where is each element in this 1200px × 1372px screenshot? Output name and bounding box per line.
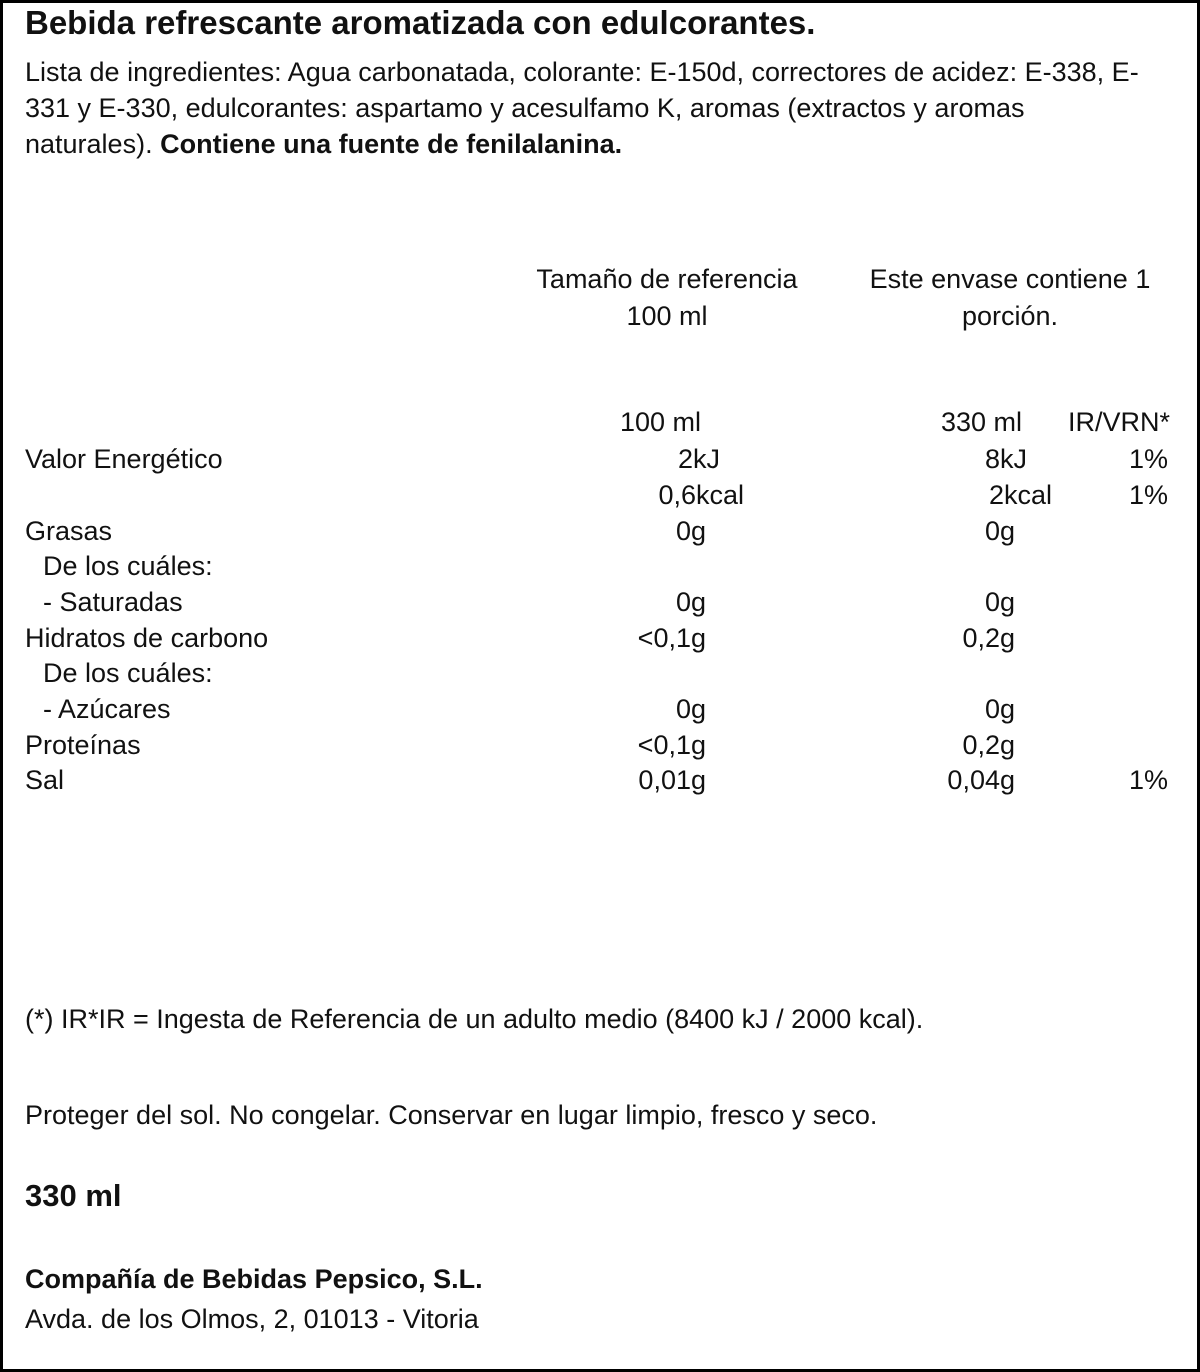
header-reference-amount: 100 ml xyxy=(626,301,708,331)
value-100ml: 0g xyxy=(675,516,706,546)
value-ir: 1% xyxy=(1128,480,1168,510)
value-330ml: 8kJ xyxy=(984,444,1027,474)
product-title: Bebida refrescante aromatizada con edulcorantes. xyxy=(25,4,816,41)
net-volume: 330 ml xyxy=(25,1178,122,1213)
value-330ml: 2kcal xyxy=(988,480,1052,510)
header-reference-size: Tamaño de referencia xyxy=(536,264,798,294)
value-100ml: 0g xyxy=(675,694,706,724)
value-100ml: 0,6kcal xyxy=(658,480,744,510)
nutrient-sublabel: De los cuáles: xyxy=(43,551,213,581)
value-100ml: <0,1g xyxy=(637,730,706,760)
value-ir: 1% xyxy=(1128,444,1168,474)
value-330ml: 0,04g xyxy=(947,765,1015,795)
phenylalanine-warning: Contiene una fuente de fenilalanina. xyxy=(160,129,623,159)
nutrient-label: Valor Energético xyxy=(25,444,223,474)
value-330ml: 0,2g xyxy=(962,623,1015,653)
value-100ml: 0g xyxy=(675,587,706,617)
company-name: Compañía de Bebidas Pepsico, S.L. xyxy=(25,1264,483,1294)
column-ir-vrn: IR/VRN* xyxy=(1067,407,1170,437)
nutrient-label: - Saturadas xyxy=(43,587,183,617)
company-address: Avda. de los Olmos, 2, 01013 - Vitoria xyxy=(25,1304,479,1334)
nutrient-label: Sal xyxy=(25,765,65,795)
column-100ml: 100 ml xyxy=(620,407,702,437)
column-330ml: 330 ml xyxy=(940,407,1022,437)
nutrient-label: - Azúcares xyxy=(43,694,171,724)
value-100ml: 2kJ xyxy=(677,444,720,474)
nutrient-label: Grasas xyxy=(25,516,113,546)
storage-instructions: Proteger del sol. No congelar. Conservar en lugar limpio, fresco y seco. xyxy=(25,1100,878,1130)
nutrient-label: Hidratos de carbono xyxy=(25,623,269,653)
value-330ml: 0g xyxy=(984,516,1015,546)
ingredients-list xyxy=(25,54,1145,162)
value-330ml: 0,2g xyxy=(962,730,1015,760)
nutrient-sublabel: De los cuáles: xyxy=(43,658,213,688)
value-ir: 1% xyxy=(1128,765,1168,795)
value-100ml: 0,01g xyxy=(638,765,706,795)
nutrient-label: Proteínas xyxy=(25,730,141,760)
header-package-portion-cont: porción. xyxy=(961,301,1059,331)
value-330ml: 0g xyxy=(984,694,1015,724)
header-package-portion: Este envase contiene 1 xyxy=(869,264,1151,294)
ingredients-text: Lista de ingredientes: Agua carbonatada, colorante: E-150d, correctores de acidez: E-338, E-331 y E-330, edulcorantes: aspartamo y acesulfamo K, aromas (extractos y aromas naturales). xyxy=(25,57,1139,159)
reference-intake-footnote: (*) IR*IR = Ingesta de Referencia de un adulto medio (8400 kJ / 2000 kcal). xyxy=(25,1004,924,1034)
value-330ml: 0g xyxy=(984,587,1015,617)
value-100ml: <0,1g xyxy=(637,623,706,653)
